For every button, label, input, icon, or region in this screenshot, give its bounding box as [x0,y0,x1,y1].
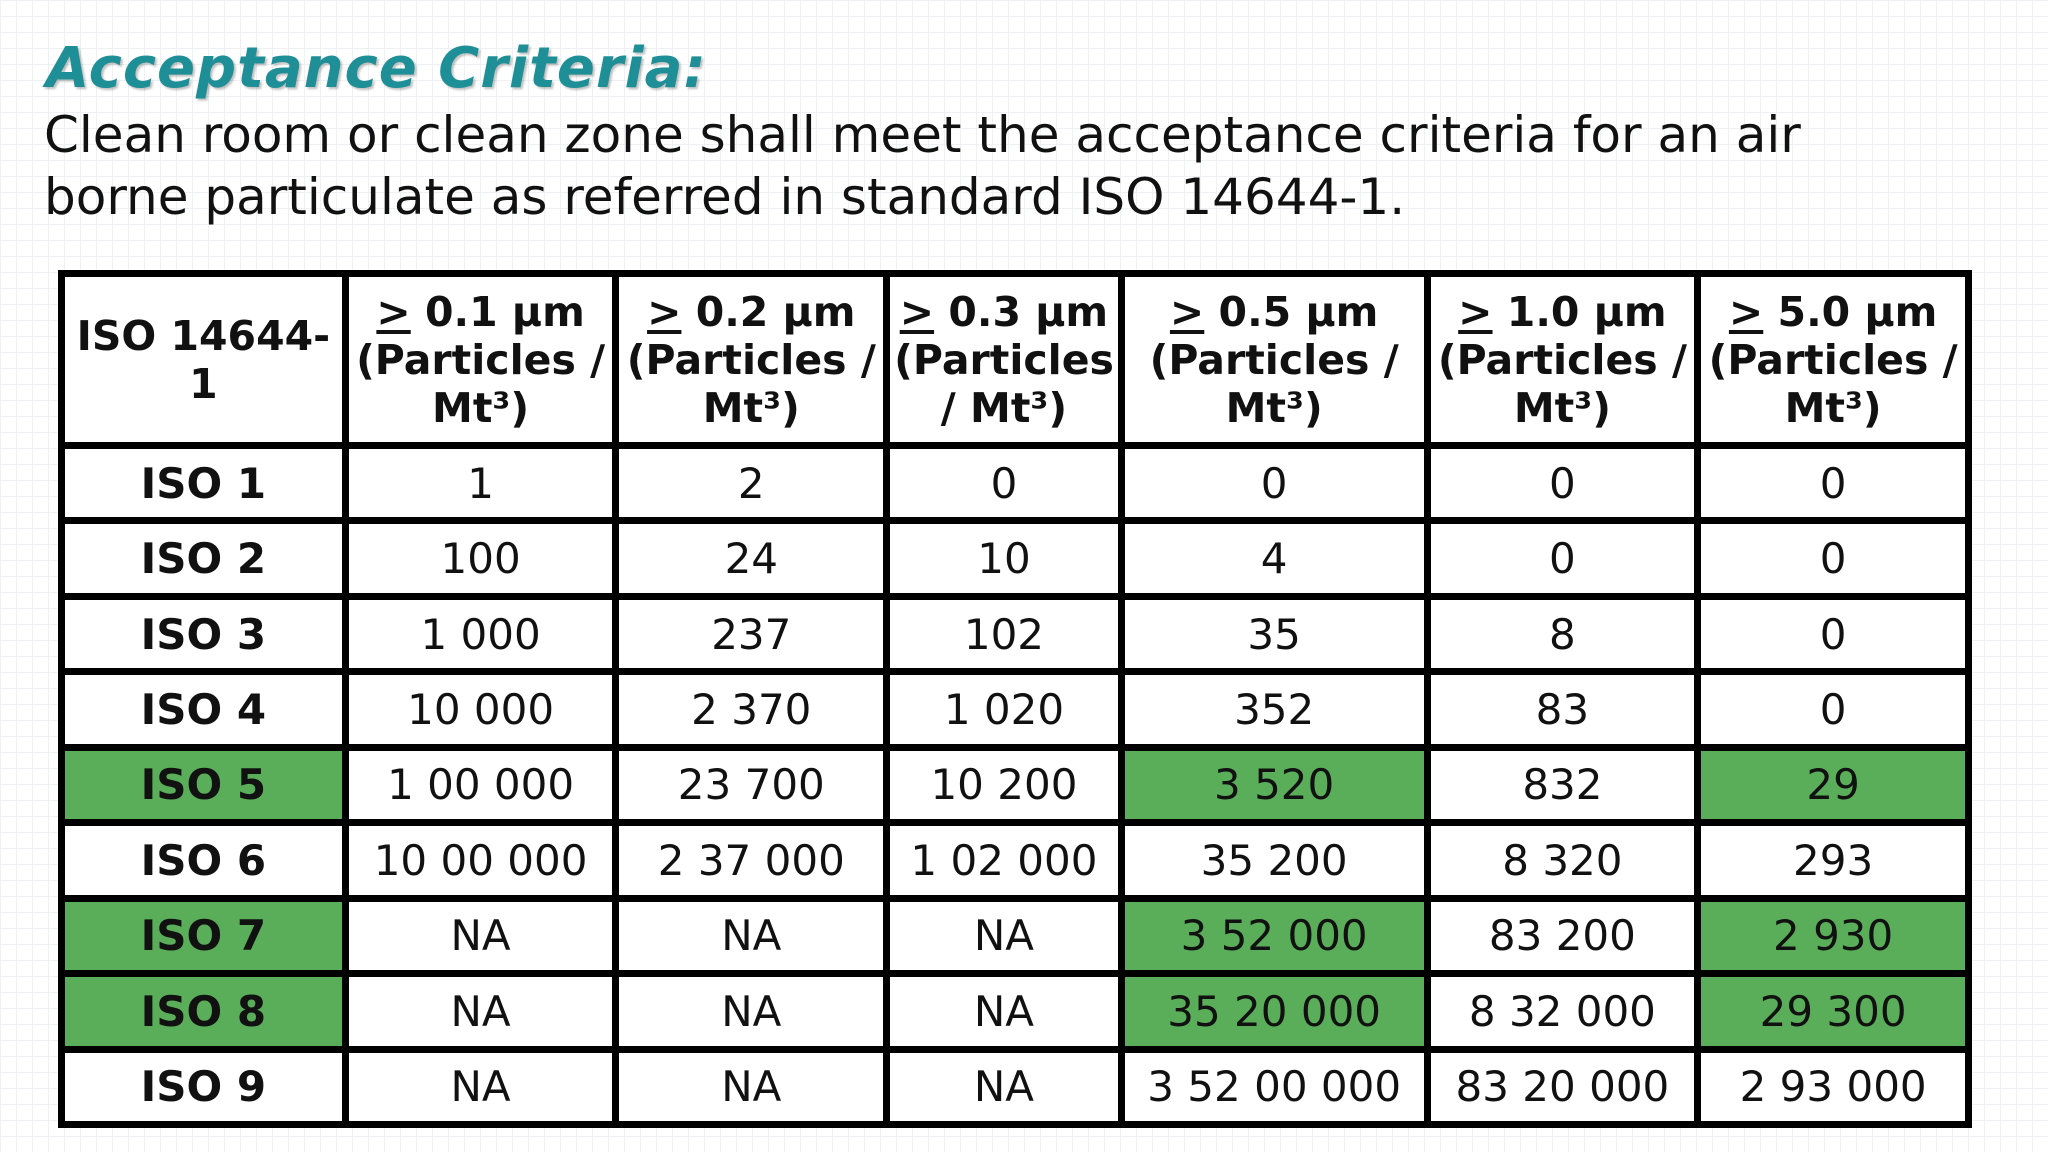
header-0-2um [616,274,887,446]
greater-equal-symbol: > [899,287,935,336]
particle-count-cell: NA [616,974,887,1049]
header-1-0um [1427,274,1698,446]
particle-count-cell: 83 20 000 [1427,1049,1698,1125]
header-label: 0.1 µm (Particles / Mt³) [356,287,606,432]
particle-count-cell: 832 [1427,747,1698,822]
header-label: 0.3 µm (Particles / Mt³) [894,287,1114,432]
particle-count-cell: 237 [616,596,887,671]
greater-equal-symbol: > [376,287,411,336]
particle-count-cell: 23 700 [616,747,887,822]
particle-count-cell: 35 20 000 [1121,974,1427,1049]
particle-count-cell: 10 00 000 [345,823,616,898]
header-5-0um [1698,274,1969,446]
particle-count-cell: 0 [1427,521,1698,596]
particle-count-cell: 1 020 [887,672,1122,747]
table-row [62,596,1969,671]
particle-count-cell: 293 [1698,823,1969,898]
particle-count-cell: 8 320 [1427,823,1698,898]
particle-count-cell: 3 52 00 000 [1121,1049,1427,1125]
iso-class-cell: ISO 8 [62,974,346,1049]
header-iso-class [62,274,346,446]
header-label: 0.2 µm (Particles / Mt³) [626,287,876,432]
particle-count-cell: 3 520 [1121,747,1427,822]
table-row [62,974,1969,1049]
particle-count-cell: 10 000 [345,672,616,747]
header-0-3um [887,274,1122,446]
particle-count-cell: 0 [1698,446,1969,521]
table-row [62,672,1969,747]
particle-count-cell: 102 [887,596,1122,671]
particle-count-cell: 2 37 000 [616,823,887,898]
particle-count-cell: 3 52 000 [1121,898,1427,973]
particle-count-cell: 352 [1121,672,1427,747]
table-row [62,1049,1969,1125]
particle-count-cell: NA [345,1049,616,1125]
particle-count-cell: 1 [345,446,616,521]
iso-class-cell: ISO 3 [62,596,346,671]
iso-class-cell: ISO 9 [62,1049,346,1125]
particle-count-cell: 0 [887,446,1122,521]
particle-count-cell: NA [616,898,887,973]
table-row [62,898,1969,973]
particle-count-cell: NA [887,1049,1122,1125]
particle-count-cell: NA [345,974,616,1049]
table-row [62,521,1969,596]
particle-count-cell: NA [887,898,1122,973]
particle-count-cell: 2 [616,446,887,521]
particle-count-cell: 0 [1698,672,1969,747]
particle-count-cell: 35 200 [1121,823,1427,898]
iso-class-cell: ISO 1 [62,446,346,521]
page-title: Acceptance Criteria: [46,36,707,101]
particle-count-cell: NA [887,974,1122,1049]
particle-count-cell: 24 [616,521,887,596]
iso-class-cell: ISO 6 [62,823,346,898]
header-0-5um [1121,274,1427,446]
particle-count-cell: 0 [1698,521,1969,596]
particle-count-cell: 83 200 [1427,898,1698,973]
greater-equal-symbol: > [1169,287,1205,336]
greater-equal-symbol: > [1458,287,1493,336]
particle-count-cell: 0 [1427,446,1698,521]
table-header-row [62,274,1969,446]
iso-class-cell: ISO 4 [62,672,346,747]
intro-text: Clean room or clean zone shall meet the acceptance criteria for an air borne particulate as referred in standard ISO 14644-1. [44,106,1801,226]
header-0-1um [345,274,616,446]
particle-count-cell: 2 370 [616,672,887,747]
particle-count-cell: 29 300 [1698,974,1969,1049]
particle-count-cell: 0 [1698,596,1969,671]
table-row [62,747,1969,822]
acceptance-criteria-table [58,270,1972,1128]
particle-count-cell: 100 [345,521,616,596]
greater-equal-symbol: > [647,287,682,336]
iso-class-cell: ISO 2 [62,521,346,596]
header-label: ISO 14644-1 [76,311,331,408]
particle-count-cell: 1 02 000 [887,823,1122,898]
particle-count-cell: 1 00 000 [345,747,616,822]
particle-count-cell: 83 [1427,672,1698,747]
particle-count-cell: 4 [1121,521,1427,596]
particle-count-cell: NA [345,898,616,973]
particle-count-cell: 35 [1121,596,1427,671]
particle-count-cell: 29 [1698,747,1969,822]
table-row [62,446,1969,521]
header-label: 0.5 µm (Particles / Mt³) [1149,287,1399,432]
particle-count-cell: 2 93 000 [1698,1049,1969,1125]
header-label: 1.0 µm (Particles / Mt³) [1437,287,1687,432]
particle-count-cell: 10 [887,521,1122,596]
greater-equal-symbol: > [1728,287,1764,336]
particle-count-cell: 0 [1121,446,1427,521]
particle-count-cell: NA [616,1049,887,1125]
table-row [62,823,1969,898]
header-label: 5.0 µm (Particles / Mt³) [1708,287,1958,432]
particle-count-cell: 8 [1427,596,1698,671]
particle-count-cell: 1 000 [345,596,616,671]
particle-count-cell: 8 32 000 [1427,974,1698,1049]
iso-class-cell: ISO 7 [62,898,346,973]
iso-class-cell: ISO 5 [62,747,346,822]
particle-count-cell: 10 200 [887,747,1122,822]
particle-count-cell: 2 930 [1698,898,1969,973]
